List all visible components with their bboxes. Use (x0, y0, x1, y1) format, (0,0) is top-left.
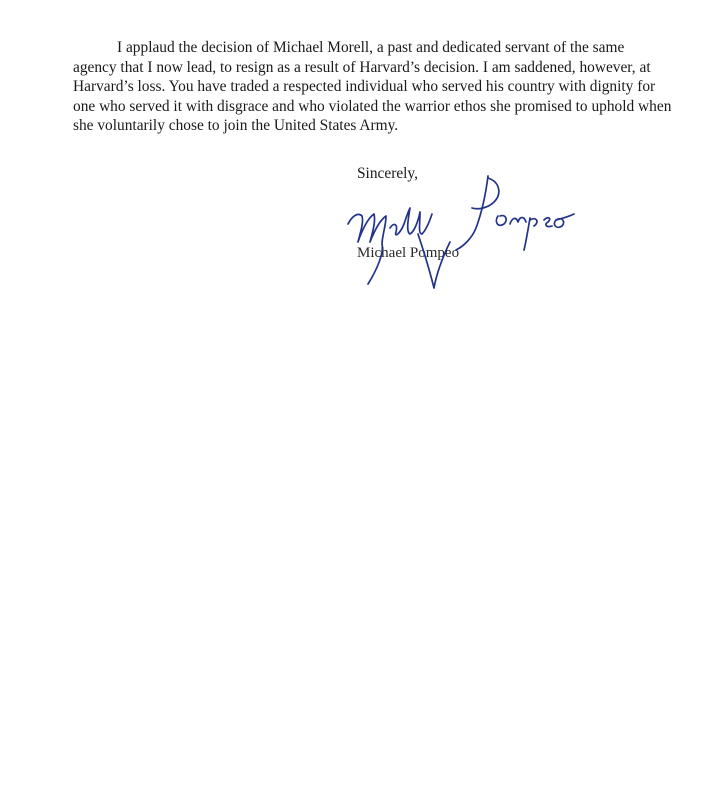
body-line-2: agency that I now lead, to resign as a result of Harvard’s decision. I am saddened, however, at (73, 58, 651, 76)
signature-last-name-p-stroke (456, 176, 488, 250)
body-line-5: she voluntarily chose to join the United States Army. (73, 117, 399, 134)
signature-last-name-p-bowl (472, 178, 499, 209)
body-line-4: one who served it with disgrace and who violated the warrior ethos she promised to uphold when (73, 97, 672, 115)
body-line-3: Harvard’s loss. You have traded a respected individual who served his country with dignity for (73, 78, 656, 95)
body-line-1: I applaud the decision of Michael Morell, a past and dedicated servant of the same (117, 39, 625, 56)
closing-salutation: Sincerely, (357, 165, 418, 182)
handwritten-signature (338, 172, 578, 292)
signature-first-name-loops (390, 208, 432, 235)
signature-last-name-ompeo (496, 214, 574, 250)
letter-body-paragraph (73, 38, 672, 136)
signer-name: Michael Pompeo (357, 245, 460, 261)
